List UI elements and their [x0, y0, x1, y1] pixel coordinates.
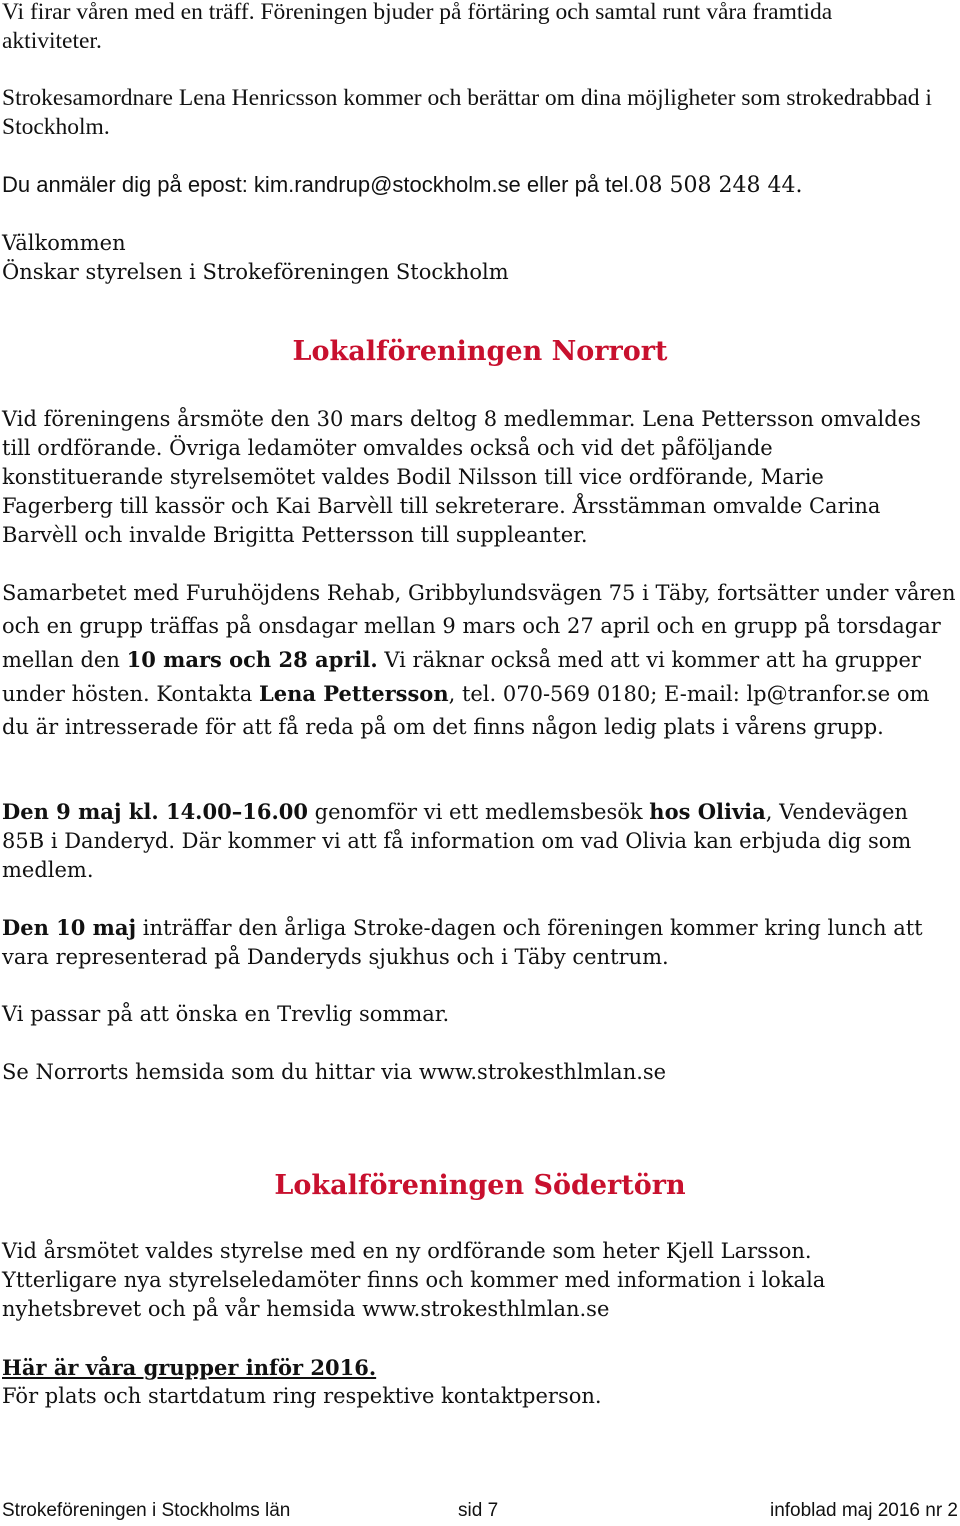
norrort-annual-meeting: Vid föreningens årsmöte den 30 mars deltog 8 medlemmar. Lena Pettersson omvaldes till ordförande. Övriga ledamöter omvaldes också och vid det påföljande konstituerande styrelsemötet valdes Bodil Nilsson till vice ordförande, Marie Fagerberg till kassör och Kai Barvèll till sekreterare. Årsstämman omvalde Carina Barvèll och invalde Brigitta Pettersson till suppleanter.	[2, 407, 921, 547]
rehab-text-3: , tel. 070-569 0180; E-mail: lp@tranfor.se om du är intresserade för att få reda på om det finns någon ledig plats i vårens grupp.	[2, 682, 930, 739]
rehab-text-1: Samarbetet med Furuhöjdens Rehab, Gribbylundsvägen 75 i Täby, fortsätter under våren och en grupp träffas på onsdagar mellan 9 mars och 27 april och en grupp på torsdagar mellan den	[2, 581, 956, 672]
groups-title: Här är våra grupper inför 2016.	[2, 1355, 377, 1380]
stroke-day-text: inträffar den årliga Stroke-dagen och föreningen kommer kring lunch att vara representerad på Danderyds sjukhus och i Täby centrum.	[2, 916, 923, 969]
footer-organization: Strokeföreningen i Stockholms län	[2, 1500, 291, 1521]
registration-text: Du anmäler dig på epost: kim.randrup@stockholm.se eller på tel.	[2, 172, 635, 197]
norrort-rehab-paragraph	[2, 577, 957, 744]
rehab-dates: 10 mars och 28 april.	[126, 647, 378, 672]
visit-text-1: genomför vi ett medlemsbesök	[307, 800, 650, 824]
stroke-day-date: Den 10 maj	[2, 915, 137, 940]
norrort-website: Se Norrorts hemsida som du hittar via www.strokesthlmlan.se	[2, 1060, 667, 1084]
intro-paragraph-2: Strokesamordnare Lena Henricsson kommer och berättar om dina möjligheter som strokedrabbad i Stockholm.	[2, 85, 932, 140]
page-footer	[0, 1497, 960, 1525]
groups-text: För plats och startdatum ring respektive kontaktperson.	[2, 1384, 602, 1408]
norrort-visit-paragraph	[2, 797, 937, 885]
norrort-summer-wish: Vi passar på att önska en Trevlig sommar.	[2, 1002, 450, 1026]
intro-paragraph-3	[2, 170, 952, 200]
visit-place: hos Olivia	[649, 799, 766, 824]
sodertorn-annual-meeting: Vid årsmötet valdes styrelse med en ny ordförande som heter Kjell Larsson. Ytterligare nya styrelseledamöter finns och kommer med information i lokala nyhetsbrevet och på vår hemsida www.strokesthlmlan.se	[2, 1239, 826, 1321]
phone-number: 08 508 248 44.	[634, 173, 803, 198]
welcome-text: Välkommen	[2, 231, 126, 255]
signature-text: Önskar styrelsen i Strokeföreningen Stockholm	[2, 260, 509, 284]
heading-sodertorn: Lokalföreningen Södertörn	[274, 1170, 686, 1201]
intro-paragraph-1: Vi firar våren med en träff. Föreningen bjuder på förtäring och samtal runt våra framtida aktiviteter.	[2, 0, 833, 54]
norrort-stroke-day	[2, 913, 947, 972]
contact-name: Lena Pettersson	[258, 681, 449, 706]
footer-issue: infoblad maj 2016 nr 2	[769, 1500, 958, 1521]
visit-date: Den 9 maj kl. 14.00–16.00	[2, 799, 308, 824]
heading-norrort: Lokalföreningen Norrort	[292, 336, 668, 367]
visit-text-2: , Vendevägen 85B i Danderyd. Där kommer vi att få information om vad Olivia kan erbjuda dig som medlem.	[2, 800, 912, 882]
rehab-text-2: Vi räknar också med att vi kommer att ha grupper under hösten. Kontakta	[2, 648, 921, 706]
footer-page-number: sid 7	[458, 1500, 499, 1521]
